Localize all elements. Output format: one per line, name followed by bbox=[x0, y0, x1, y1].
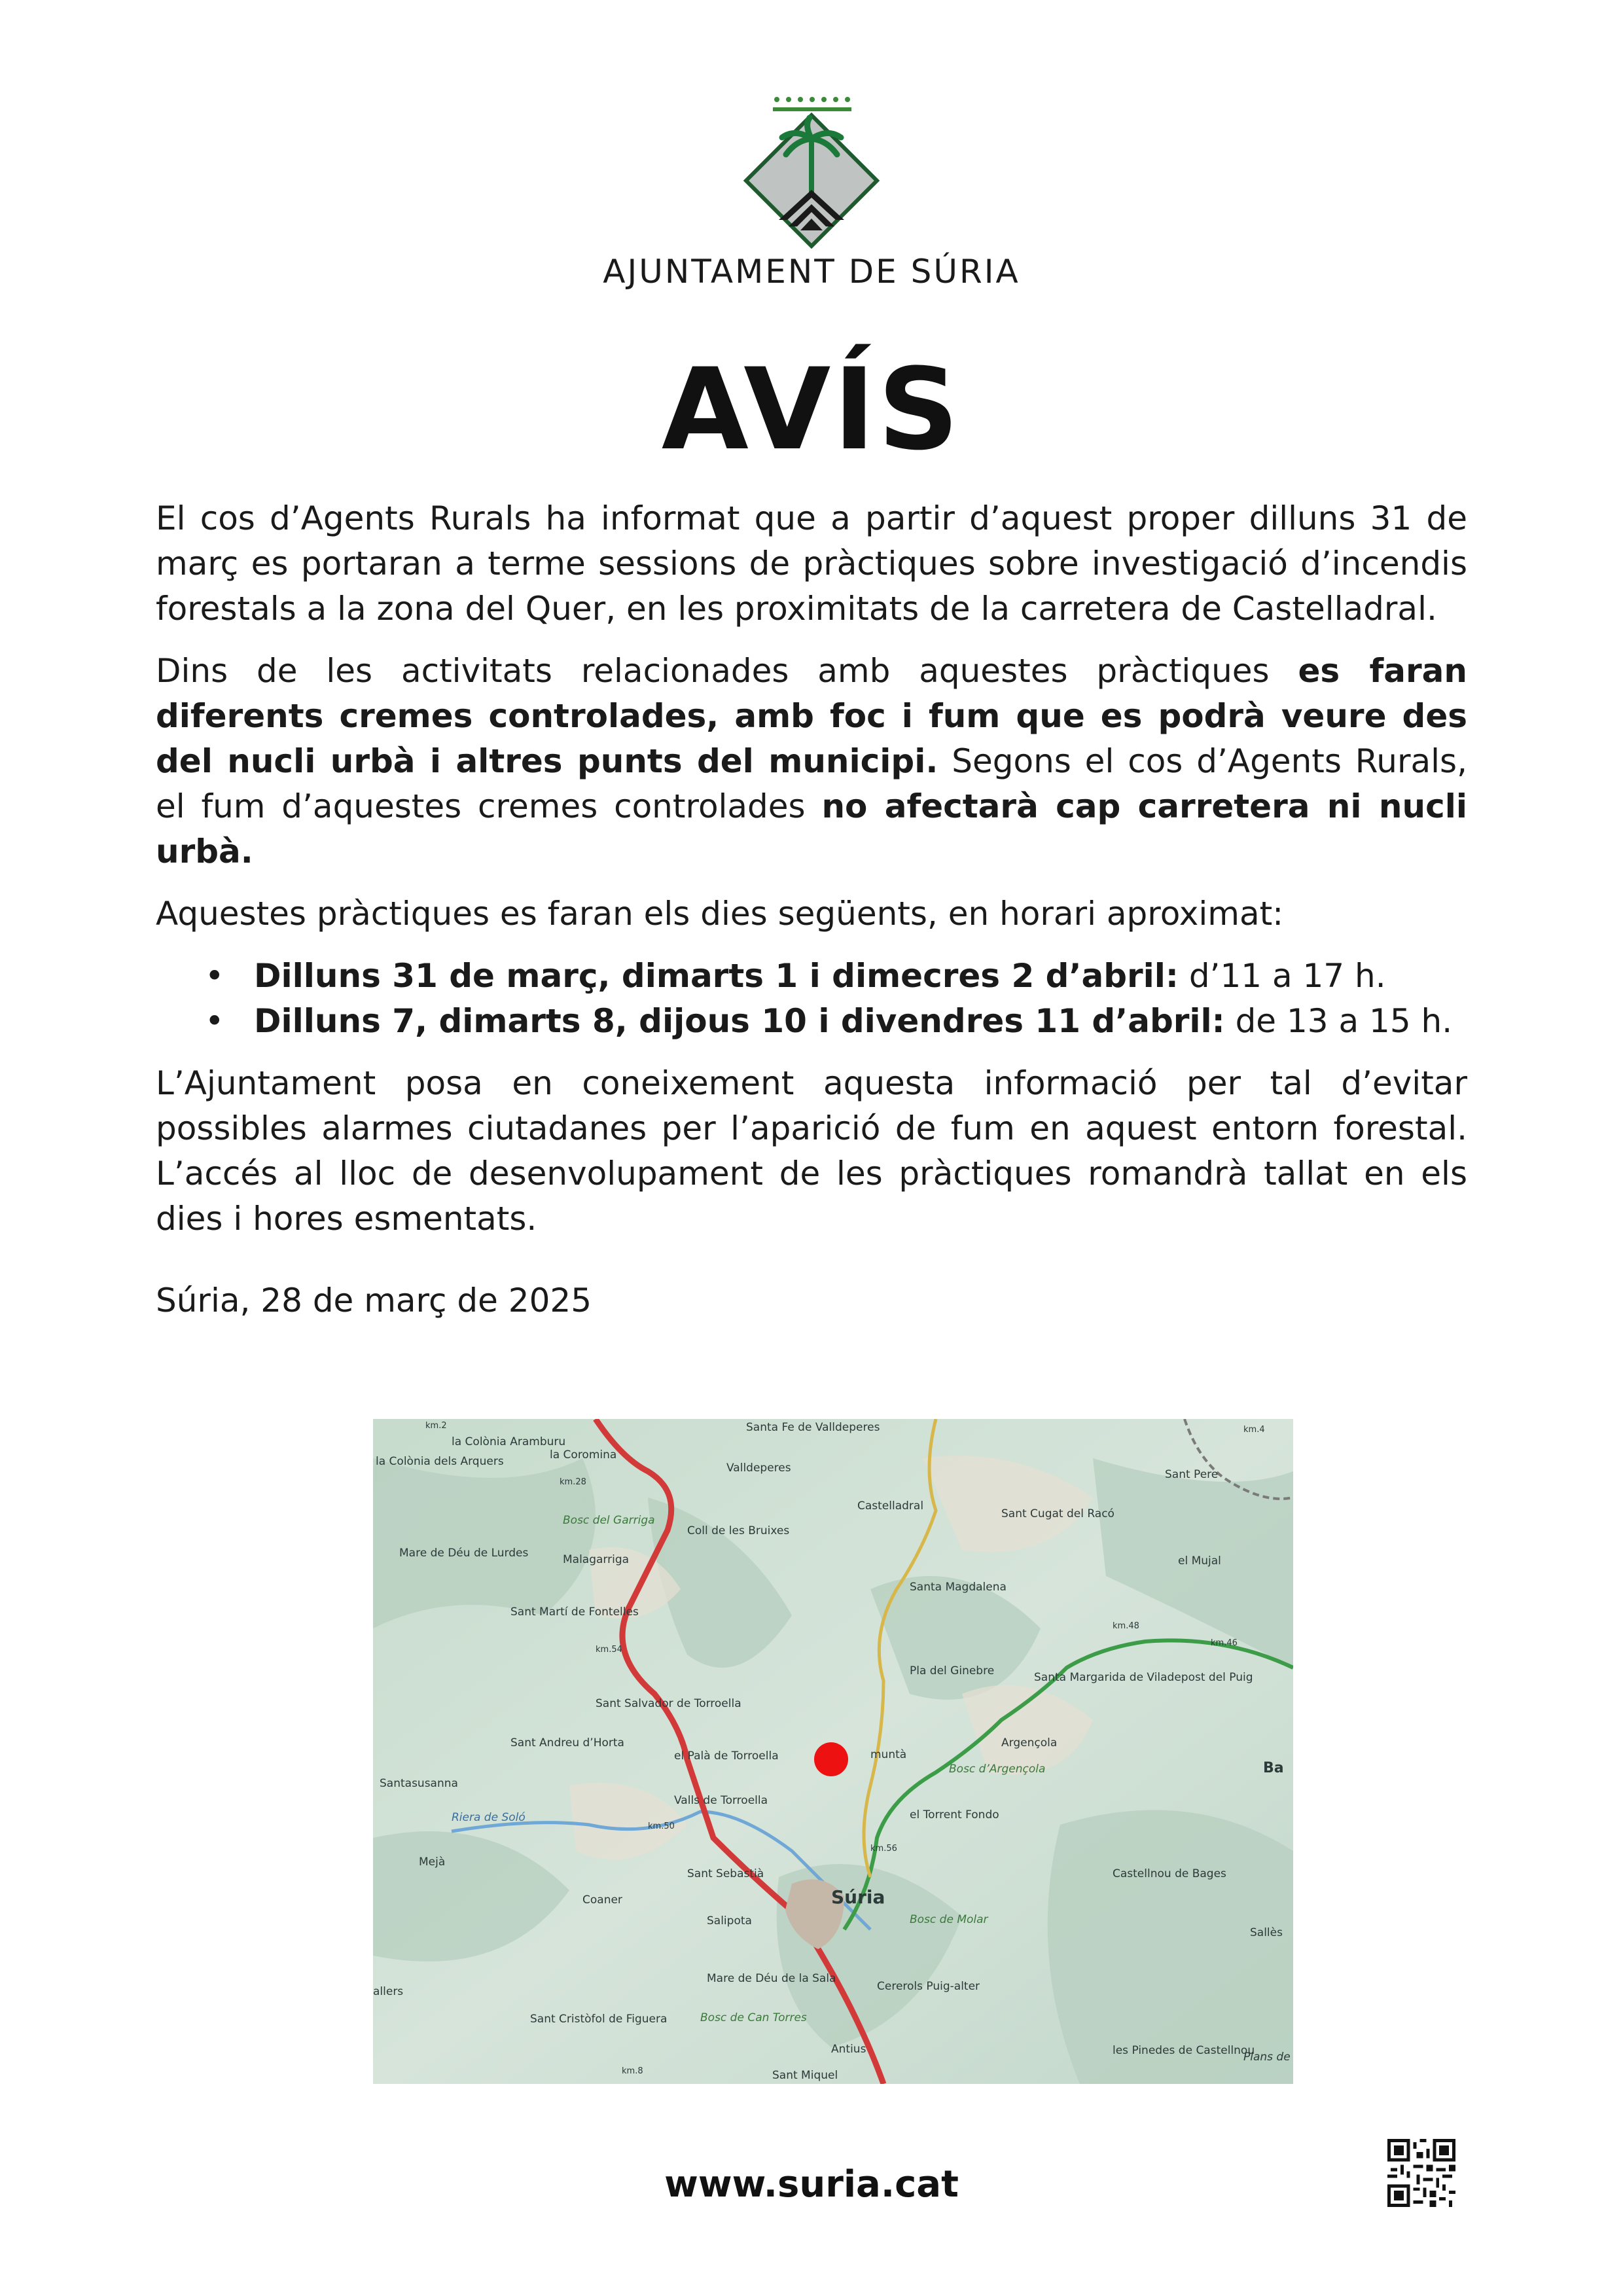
schedule-item bbox=[254, 999, 1467, 1044]
map-label: Bosc del Garriga bbox=[563, 1514, 655, 1527]
map-label: Sant Cristòfol de Figuera bbox=[530, 2013, 668, 2026]
road-km-label: km.54 bbox=[596, 1645, 622, 1655]
map-label: Sant Martí de Fontelles bbox=[510, 1605, 639, 1619]
map-label: Ba bbox=[1263, 1760, 1284, 1776]
text-segment: Dins de les activitats relacionades amb aquestes pràctiques bbox=[156, 652, 1298, 690]
schedule-hours: d’11 a 17 h. bbox=[1178, 957, 1386, 995]
map-label: Argençola bbox=[1001, 1736, 1058, 1749]
schedule-hours: de 13 a 15 h. bbox=[1224, 1002, 1453, 1040]
road-km-label: km.2 bbox=[425, 1421, 447, 1431]
map-label: Sant Sebastià bbox=[687, 1867, 764, 1880]
org-name: AJUNTAMENT DE SÚRIA bbox=[603, 253, 1020, 291]
map-label: Cererols Puig-alter bbox=[877, 1980, 980, 1993]
bold-segment: es faran diferents cremes controlades, amb foc i fum que es podrà veure des del nucli urbà i altres punts del municipi. bbox=[156, 652, 1467, 780]
map-label: Santa Fe de Valldeperes bbox=[746, 1421, 880, 1434]
map-label: Castelladral bbox=[857, 1499, 924, 1513]
paragraph-closing: L’Ajuntament posa en coneixement aquesta informació per tal d’evitar possibles alarmes ciutadanes per l’aparició de fum en aquest entorn forestal. L’accés al lloc de desenvolupament de les pràctiques romandrà tallat en els dies i hores esmentats. bbox=[156, 1064, 1467, 1238]
map-label: Mejà bbox=[419, 1856, 446, 1869]
map-label: les Pinedes de Castellnou bbox=[1113, 2044, 1255, 2057]
paragraph-intro: El cos d’Agents Rurals ha informat que a partir d’aquest proper dilluns 31 de març es portaran a terme sessions de pràctiques sobre investigació d’incendis forestals a la zona del Quer, en les proximitats de la carretera de Castelladral. bbox=[156, 499, 1467, 628]
map-label: Santa Margarida de Viladepost del Puig bbox=[1034, 1671, 1253, 1684]
map-label: la Colònia Aramburu bbox=[452, 1435, 566, 1448]
map-label: la Colònia dels Arquers bbox=[376, 1455, 504, 1468]
date-line: Súria, 28 de març de 2025 bbox=[156, 1282, 592, 1319]
map-label: Castellnou de Bages bbox=[1113, 1867, 1226, 1880]
map-label: Valls de Torroella bbox=[674, 1794, 768, 1807]
map-label: Pla del Ginebre bbox=[910, 1664, 995, 1677]
schedule-list bbox=[156, 954, 1467, 1044]
qr-code-icon bbox=[1387, 2139, 1455, 2207]
location-map bbox=[373, 1419, 1293, 2084]
map-label: Bosc d’Argençola bbox=[949, 1763, 1046, 1776]
schedule-days: Dilluns 7, dimarts 8, dijous 10 i divendres 11 d’abril: bbox=[254, 1002, 1225, 1040]
map-label: Sant Cugat del Racó bbox=[1001, 1507, 1115, 1520]
text-segment: Segons el cos d’Agents Rurals, el fum d’aquestes cremes controlades bbox=[156, 742, 1468, 825]
map-label: Riera de Soló bbox=[452, 1811, 526, 1824]
map-label: Sant Salvador de Torroella bbox=[596, 1697, 741, 1710]
map-label: Malagarriga bbox=[563, 1553, 630, 1566]
paragraph-activities bbox=[156, 649, 1467, 874]
schedule-item bbox=[254, 954, 1467, 999]
map-label: allers bbox=[373, 1985, 404, 1998]
map-label: Salipota bbox=[707, 1914, 752, 1928]
map-label: Bosc de Molar bbox=[910, 1913, 988, 1926]
map-label: Santa Magdalena bbox=[910, 1581, 1007, 1594]
coat-of-arms-icon bbox=[736, 92, 887, 249]
map-label: Valldeperes bbox=[726, 1462, 791, 1475]
road-km-label: km.50 bbox=[648, 1821, 675, 1831]
map-label: Sallès bbox=[1250, 1926, 1283, 1939]
road-km-label: km.46 bbox=[1211, 1638, 1238, 1648]
page-title: AVÍS bbox=[661, 344, 962, 475]
map-label: Sant Andreu d’Horta bbox=[510, 1736, 624, 1749]
map-label: la Coromina bbox=[550, 1448, 617, 1462]
road-km-label: km.48 bbox=[1113, 1621, 1139, 1631]
schedule-days: Dilluns 31 de març, dimarts 1 i dimecres 2 d’abril: bbox=[254, 957, 1179, 995]
map-label: Súria bbox=[831, 1886, 885, 1908]
map-label: el Mujal bbox=[1178, 1554, 1221, 1568]
map-label: Plans de bbox=[1243, 2051, 1291, 2064]
bold-segment: no afectarà cap carretera ni nucli urbà. bbox=[156, 787, 1467, 870]
map-label: el Torrent Fondo bbox=[910, 1808, 999, 1821]
location-marker bbox=[814, 1742, 848, 1776]
road-km-label: km.56 bbox=[870, 1844, 897, 1854]
road-km-label: km.4 bbox=[1243, 1425, 1265, 1435]
map-label: Mare de Déu de Lurdes bbox=[399, 1547, 529, 1560]
map-label: Antius bbox=[831, 2043, 866, 2056]
road-km-label: km.8 bbox=[622, 2066, 643, 2076]
website-link[interactable]: www.suria.cat bbox=[664, 2163, 959, 2206]
map-label: Sant Miquel bbox=[772, 2069, 838, 2082]
map-label: muntà bbox=[870, 1748, 907, 1761]
notice-body bbox=[156, 496, 1467, 1340]
map-label: Coaner bbox=[582, 1893, 622, 1907]
map-label: Sant Pere bbox=[1165, 1468, 1219, 1481]
map-canvas bbox=[373, 1419, 1293, 2084]
map-label: el Palà de Torroella bbox=[674, 1749, 779, 1763]
road-km-label: km.28 bbox=[560, 1477, 586, 1487]
map-label: Mare de Déu de la Sala bbox=[707, 1972, 836, 1985]
paragraph-schedule-intro: Aquestes pràctiques es faran els dies següents, en horari aproximat: bbox=[156, 895, 1284, 933]
map-label: Bosc de Can Torres bbox=[700, 2011, 807, 2024]
map-label: Santasusanna bbox=[380, 1777, 458, 1790]
map-label: Coll de les Bruixes bbox=[687, 1524, 790, 1537]
